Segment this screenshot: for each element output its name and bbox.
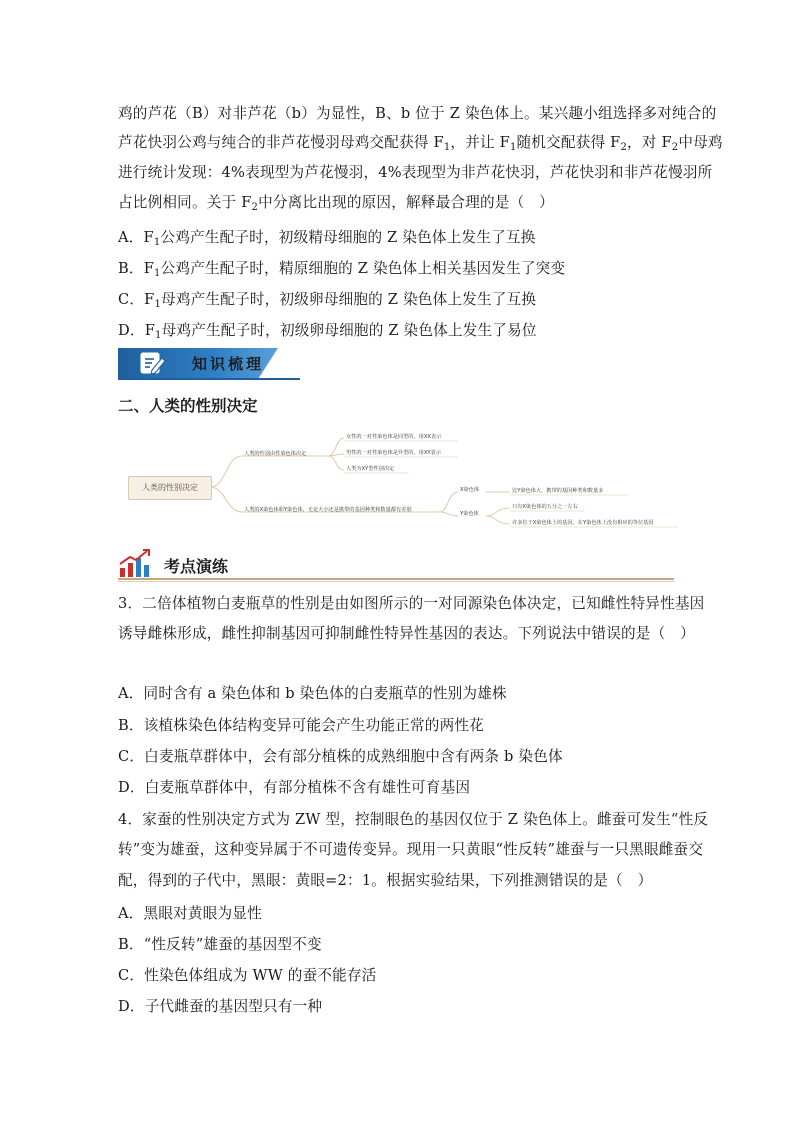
notebook-pencil-icon [138,350,166,376]
q2-line-4: 占比例相同。关于 $F_2$中分离比出现的原因，解释最合理的是（ ） [118,194,554,213]
mind-map-leaf: 只有X染色体的五分之一左右 [512,504,578,510]
mind-map-x-chromosome: X染色体 [460,487,480,493]
bar-chart-icon [118,548,152,578]
q3-option-c: C．白麦瓶草群体中，会有部分植株的成熟细胞中含有两条 b 染色体 [118,748,563,765]
section-banner-practice [118,548,678,582]
section-rule [118,578,674,580]
mind-map-leaf: 许多位于X染色体上的基因，在Y染色体上没有相应的等位基因 [512,520,654,526]
q4-option-c: C．性染色体组成为 WW 的蚕不能存活 [118,967,377,984]
mind-map-leaf: 男性的一对性染色体是异型的，用XY表示 [346,450,441,456]
q4-option-b: B．“性反转”雄蚕的基因型不变 [118,936,322,953]
q2-option-d: D．$F_1$母鸡产生配子时，初级卵母细胞的 Z 染色体上发生了易位 [118,322,537,341]
q2-line-3: 进行统计发现：4%表现型为芦花慢羽，4%表现型为非芦花快羽，芦花快羽和非芦花慢羽所 [118,164,713,181]
mind-map-leaf: 比Y染色体大，携带的基因种类和数量多 [512,488,604,494]
q2-option-a: A．$F_1$公鸡产生配子时，初级精母细胞的 Z 染色体上发生了互换 [118,229,536,248]
q3-line-2: 诱导雌株形成，雌性抑制基因可抑制雌性特异性基因的表达。下列说法中错误的是（ ） [118,625,695,642]
q2-line-1: 鸡的芦花（B）对非芦花（b）为显性，B、b 位于 Z 染色体上。某兴趣小组选择多对纯合的 [118,105,717,122]
section-title-practice: 考点演练 [164,557,229,576]
mind-map-root: 人类的性别决定 [128,476,212,500]
mind-map-y-chromosome: Y染色体 [460,511,479,517]
mind-map-branch-2: 人类的X染色体和Y染色体，无论大小还是携带的基因种类和数量都有差别 [244,507,412,513]
section-rule-thin [118,581,674,582]
q2-option-b: B．$F_1$公鸡产生配子时，精原细胞的 Z 染色体上相关基因发生了突变 [118,260,566,279]
heading-human-sex-determination: 二、人类的性别决定 [118,397,258,415]
banner-underline [118,378,300,380]
q2-line-2: 芦花快羽公鸡与纯合的非芦花慢羽母鸡交配获得 $F_1$，并让 $F_1$随机交配获得 $F_2$，对 $F_2$中母鸡 [118,134,723,153]
section-banner-knowledge [118,348,300,382]
section-title-knowledge: 知识梳理 [192,355,265,373]
q3-line-1: 3．二倍体植物白麦瓶草的性别是由如图所示的一对同源染色体决定，已知雌性特异性基因 [118,595,705,612]
mind-map [118,428,678,538]
q4-line-1: 4．家蚕的性别决定方式为 ZW 型，控制眼色的基因仅位于 Z 染色体上。雌蚕可发生“性反 [118,811,709,828]
q3-option-b: B．该植株染色体结构变异可能会产生功能正常的两性花 [118,717,484,734]
mind-map-branch-1: 人类的性别由性染色体决定 [244,451,307,457]
q3-option-d: D．白麦瓶草群体中，有部分植株不含有雄性可育基因 [118,779,471,796]
mind-map-leaf: 女性的一对性染色体是同型的，用XX表示 [346,434,442,440]
q2-option-c: C．$F_1$母鸡产生配子时，初级卵母细胞的 Z 染色体上发生了互换 [118,291,537,310]
q4-option-d: D．子代雌蚕的基因型只有一种 [118,998,323,1015]
q3-option-a: A．同时含有 a 染色体和 b 染色体的白麦瓶草的性别为雄株 [118,685,507,702]
q4-line-3: 配，得到的子代中，黑眼：黄眼=2：1。根据实验结果，下列推测错误的是（ ） [118,872,653,889]
q4-option-a: A．黑眼对黄眼为显性 [118,905,262,922]
q4-line-2: 转”变为雄蚕，这种变异属于不可遗传变异。现用一只黄眼“性反转”雄蚕与一只黑眼雌蚕交 [118,841,704,858]
mind-map-leaf: 人类为XY型性别决定 [346,466,395,472]
